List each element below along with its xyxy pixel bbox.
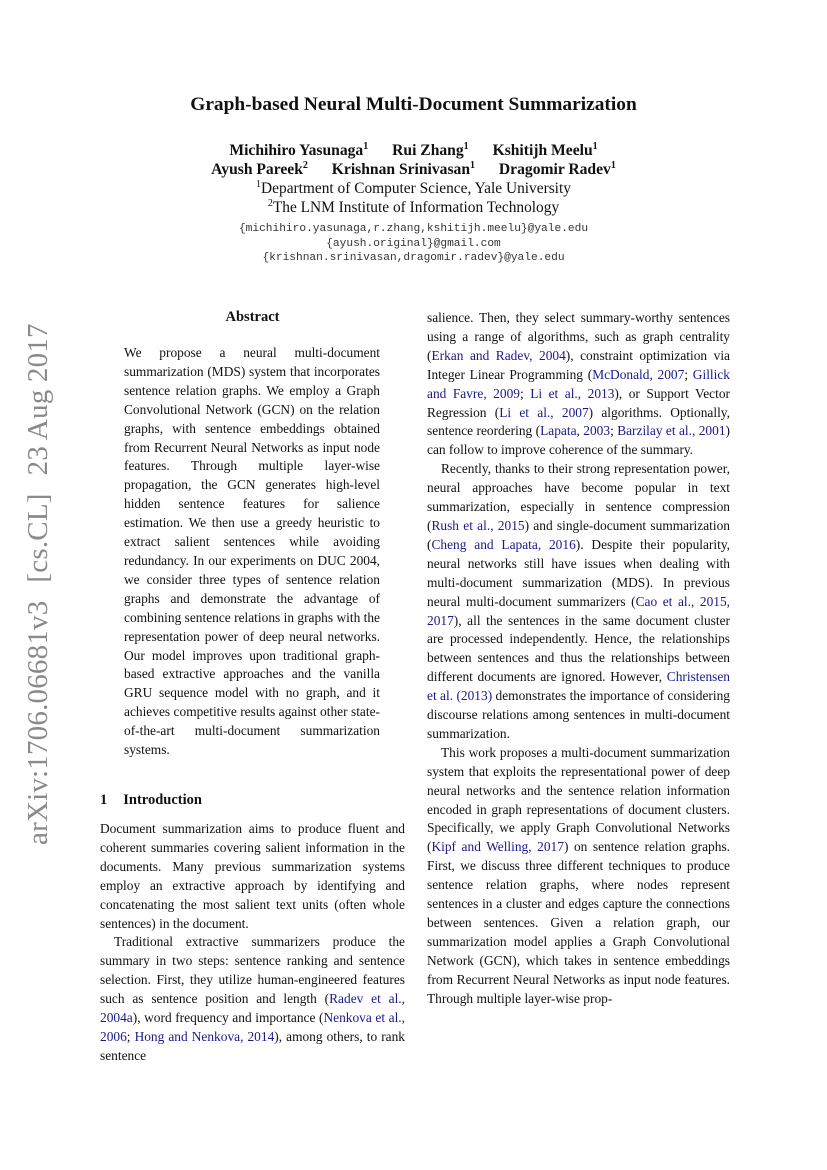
email-line: {michihiro.yasunaga,r.zhang,kshitijh.meelu}@yale.edu [238,223,589,235]
author: Dragomir Radev$^1$ [498,160,616,178]
email-line: {ayush.original}@gmail.com [326,237,501,250]
email-line: {krishnan.srinivasan,dragomir.radev}@yale.edu [262,252,565,265]
abstract-heading: Abstract [225,309,280,325]
affiliation: $^2$The LNM Institute of Information Technology [267,198,560,216]
intro-paragraph-1: Document summarization aims to produce fluent and coherent summaries covering salient information in the documents. Many previous summarization systems employ an extractive approach by identifying and concatenating the most salient text units (often whole sentences) in the document. [100,821,405,931]
citation-link[interactable]: Gillick and Favre, 2009 [427,366,730,401]
citation-link[interactable]: Christensen et al. (2013) [427,669,730,704]
citation-link[interactable]: Rush et al., 2015 [431,517,525,533]
author: Ayush Pareek$^2$ [211,160,308,178]
author: Krishnan Srinivasan$^1$ [331,160,476,178]
citation-link[interactable]: Hong and Nenkova, 2014 [134,1028,275,1044]
citation-link[interactable]: Li et al., 2007 [499,404,589,420]
author: Michihiro Yasunaga$^1$ [229,141,369,159]
intro-paragraph-3: Recently, thanks to their strong representation power, neural approaches have become popular in text summarization, especially in sentence compression (Rush et al., 2015) and single-document summarization (Cheng and Lapata, 2016). Despite their popularity, neural networks still have issues when dealing with multi-document summarization (MDS). In previous neural multi-document summarizers (Cao et al., 2015, 2017), all the sentences in the same document cluster are processed independently. Hence, the relationships between sentences and thus the relationships between different documents are ignored. However, Christensen et al. (2013) demonstrates the importance of considering discourse relations among sentences in multi-document summarization. [427,461,730,741]
affiliation: $^1$Department of Computer Science, Yale University [256,179,571,197]
citation-link[interactable]: Lapata, 2003 [540,423,611,439]
citation-link[interactable]: Kipf and Welling, 2017 [431,839,564,855]
author: Kshitijh Meelu$^1$ [492,141,598,159]
paper-title: Graph-based Neural Multi-Document Summarization [190,94,637,115]
abstract-text: We propose a neural multi-document summarization (MDS) system that incorporates sentence relation graphs. We employ a Graph Convolutional Network (GCN) on the relation graphs, with sentence embeddings obtained from Recurrent Neural Networks as input node features. Through multiple layer-wise propagation, the GCN generates high-level hidden sentence features for salience estimation. We then use a greedy heuristic to extract salient sentences while avoiding redundancy. In our experiments on DUC 2004, we consider three types of sentence relation graphs and demonstrate the advantage of combining sentence relations in graphs with the representation power of deep neural networks. Our model improves upon traditional graph-based extractive approaches and the vanilla GRU sequence model with no graph, and it achieves competitive results against other state-of-the-art multi-document summarization systems. [124,345,380,758]
citation-link[interactable]: Barzilay et al., 2001 [617,423,726,439]
right-column-body [427,309,730,1009]
citation-link[interactable]: Radev et al., 2004a [100,991,405,1026]
arxiv-category: [cs.CL] [22,493,54,583]
intro-paragraph-2-continued: salience. Then, they select summary-worthy sentences using a range of algorithms, such as graph centrality (Erkan and Radev, 2004), constraint optimization via Integer Linear Programming (McDonald, 2007; Gillick and Favre, 2009; Li et al., 2013), or Support Vector Regression (Li et al., 2007) algorithms. Optionally, sentence reordering (Lapata, 2003; Barzilay et al., 2001) can follow to improve coherence of the summary. [427,310,731,458]
arxiv-identifier-stamp [22,323,55,845]
arxiv-id: arXiv:1706.06681v3 [22,600,54,845]
left-column-body [100,820,405,1066]
section-heading-introduction: 1 Introduction [100,792,202,808]
author: Rui Zhang$^1$ [392,141,469,159]
author-row-2 [0,160,827,179]
intro-paragraph-4: This work proposes a multi-document summarization system that exploits the representational power of deep neural networks and the sentence relation information encoded in graph representations of document clusters. Specifically, we apply Graph Convolutional Networks (Kipf and Welling, 2017) on sentence relation graphs. First, we discuss three different techniques to produce sentence relation graphs, where nodes represent sentences in a cluster and edges capture the connections between sentences. Given a relation graph, our summarization model applies a Graph Convolutional Network (GCN), which takes in sentence embeddings from Recurrent Neural Networks as input node features. Through multiple layer-wise prop- [427,744,731,1006]
citation-link[interactable]: Cheng and Lapata, 2016 [431,536,576,552]
citation-link[interactable]: McDonald, 2007 [592,366,685,382]
intro-paragraph-2: Traditional extractive summarizers produce the summary in two steps: sentence ranking and sentence selection. First, they utilize human-engineered features such as sentence position and length (Radev et al., 2004a), word frequency and importance (Nenkova et al., 2006; Hong and Nenkova, 2014), among others, to rank sentence [100,934,405,1063]
author-block [0,141,827,217]
author-row-1 [0,141,827,160]
author-emails [0,222,827,266]
citation-link[interactable]: Li et al., 2013 [530,385,615,401]
citation-link[interactable]: Erkan and Radev, 2004 [431,347,566,363]
citation-link[interactable]: Cao et al., 2015, 2017 [427,593,730,628]
citation-link[interactable]: Nenkova et al., 2006 [100,1010,405,1044]
arxiv-date: 23 Aug 2017 [22,323,54,476]
